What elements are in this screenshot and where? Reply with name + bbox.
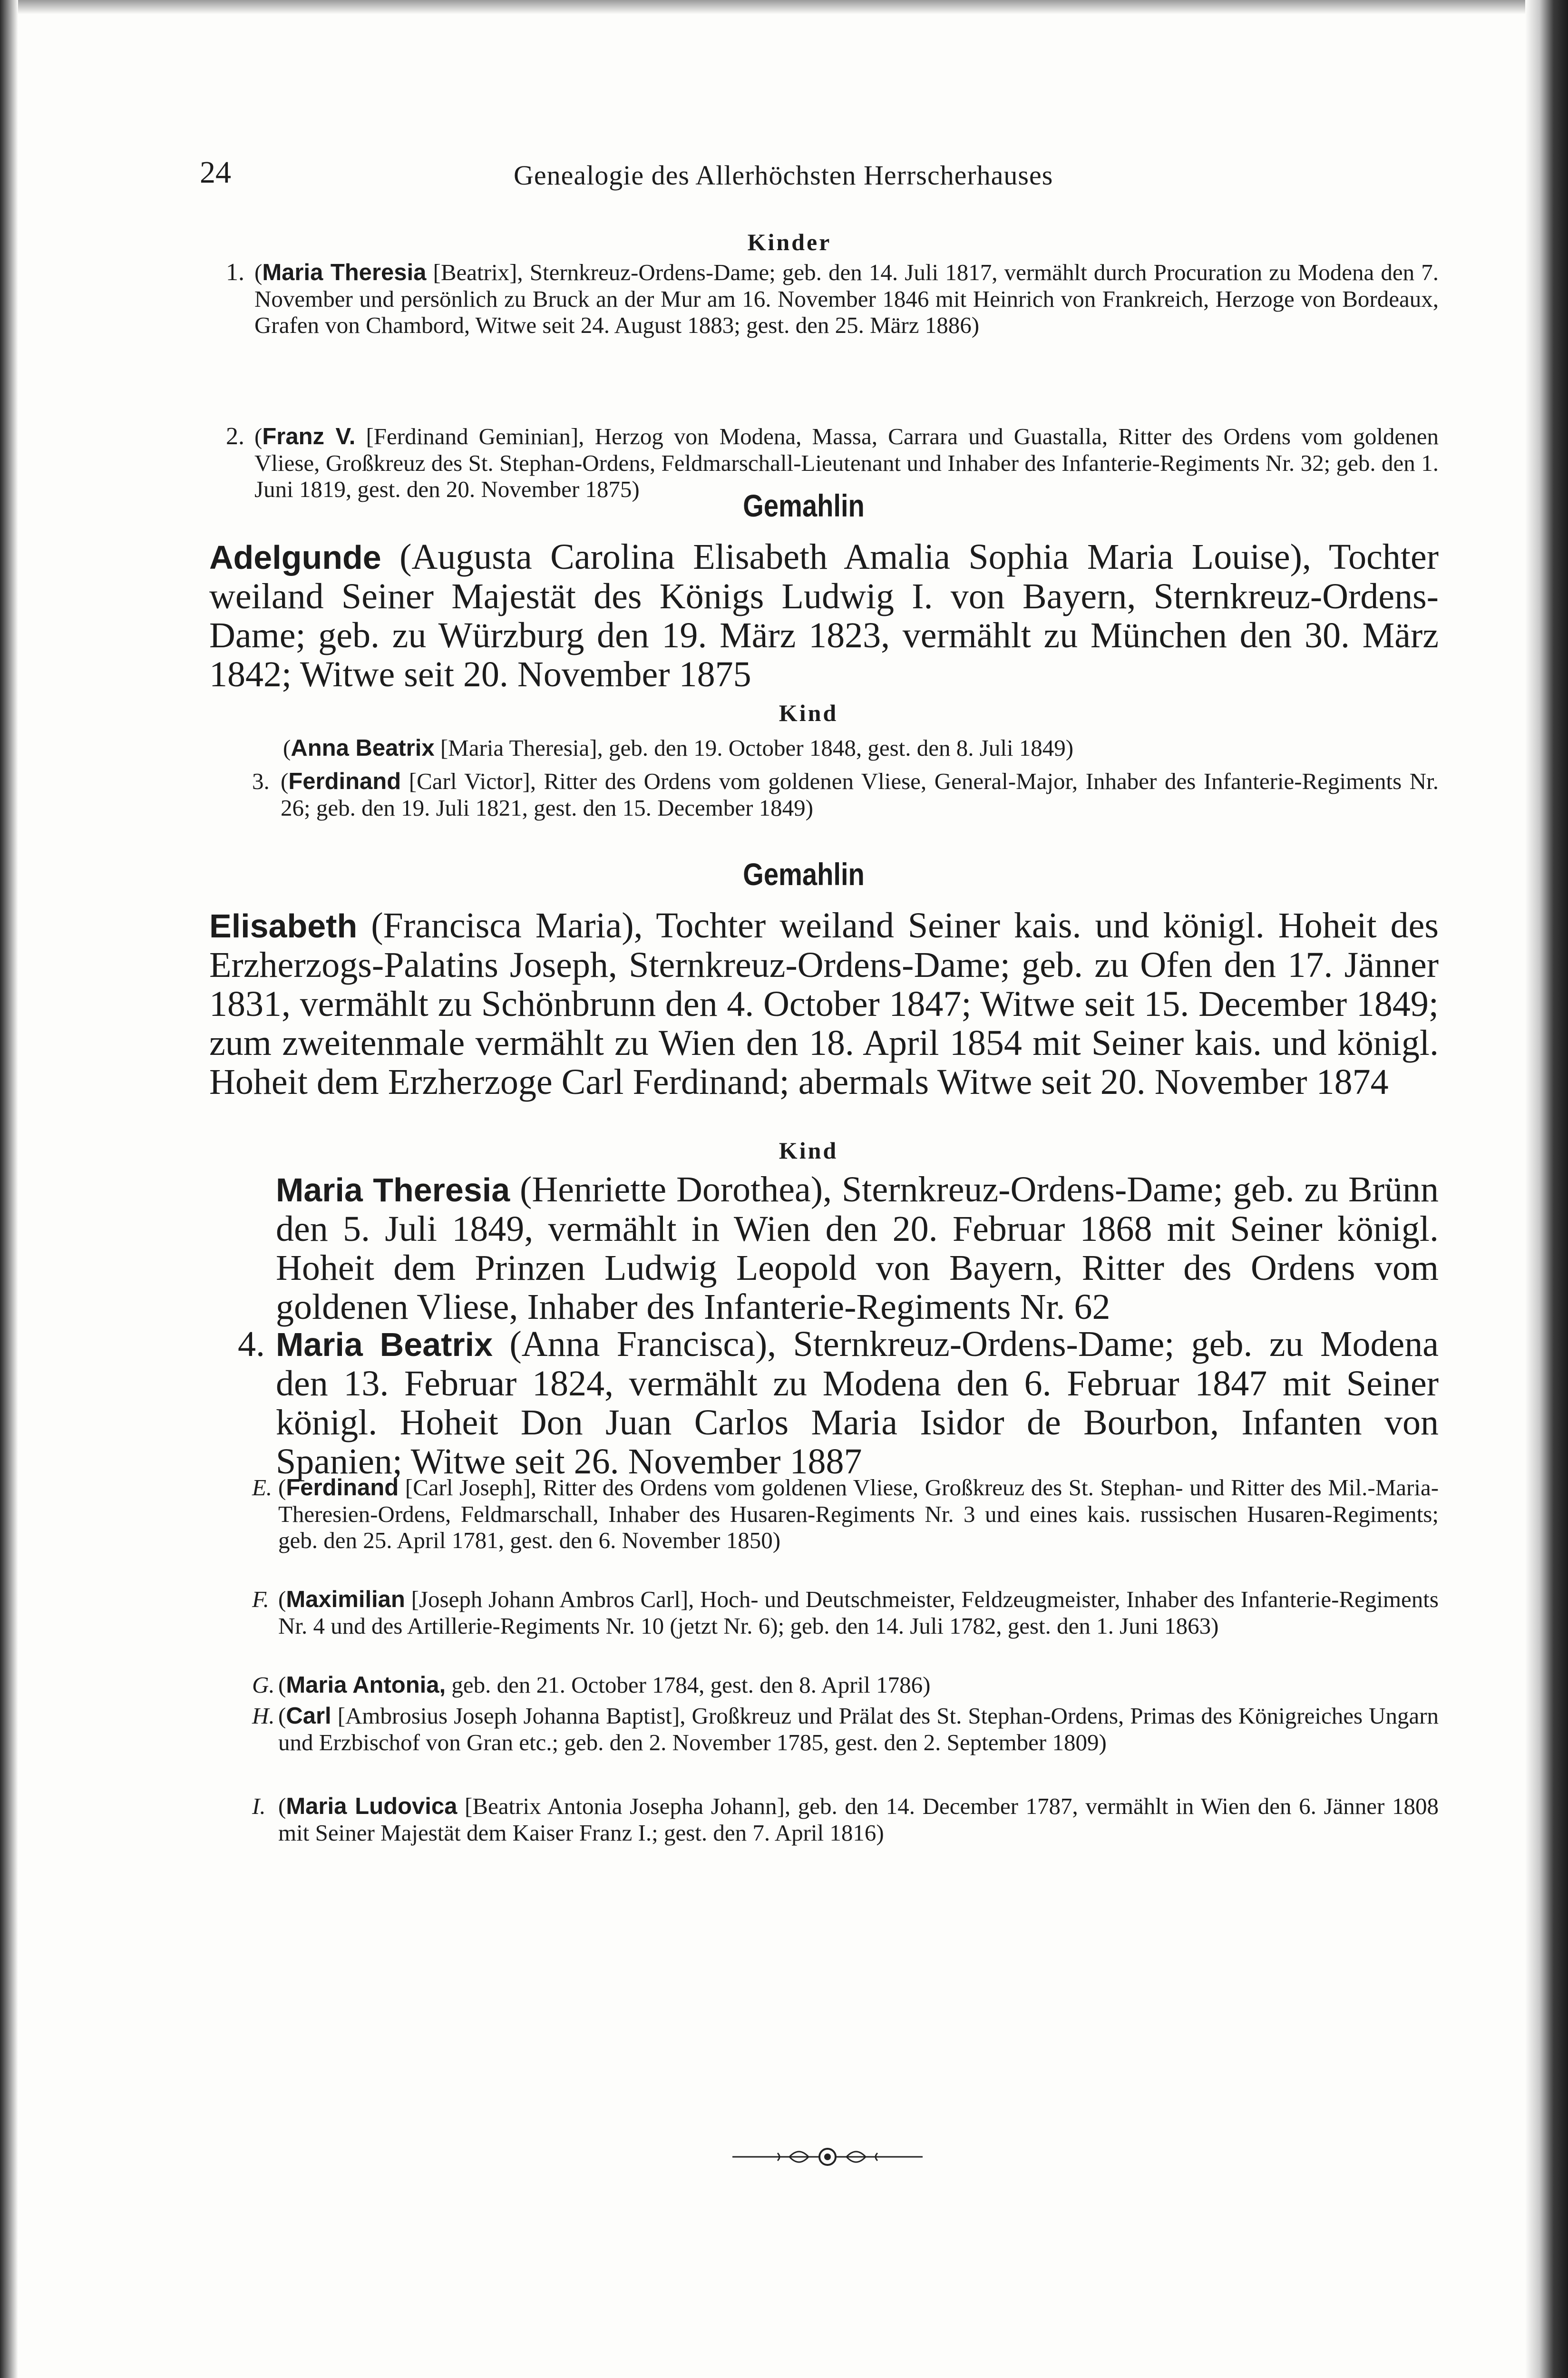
page-header: [200, 155, 1436, 197]
child-1-number: 1.: [226, 259, 244, 286]
ornament-divider: [732, 2143, 923, 2171]
gemahlin-1-entry: [209, 537, 1439, 694]
entry-e-text: [Carl Joseph], Ritter des Ordens vom goldenen Vliese, Großkreuz des St. Stephan- und Ritter des Mil.-Maria-Theresien-Ordens, Feldmarschall, Inhaber des Husaren-Regiments Nr. 3 und eines kais. russischen Husaren-Regiments; geb. den 25. April 1781, gest. den 6. November 1850): [278, 1474, 1439, 1553]
entry-h-letter: H.: [252, 1703, 275, 1729]
scan-edge-left: [0, 0, 18, 2378]
page-number: 24: [200, 155, 231, 190]
entry-g-name: Maria Antonia,: [286, 1672, 446, 1698]
kind-1-text: [Maria Theresia], geb. den 19. October 1848, gest. den 8. Juli 1849): [440, 735, 1074, 761]
entry-i-name: Maria Ludovica: [286, 1793, 458, 1819]
entry-i-text: [Beatrix Antonia Josepha Johann], geb. den 14. December 1787, vermählt in Wien den 6. Jänner 1808 mit Seiner Majestät dem Kaiser Franz I.; gest. den 7. April 1816): [278, 1793, 1439, 1846]
kind-1-name: Anna Beatrix: [291, 735, 435, 761]
entry-f-text: [Joseph Johann Ambros Carl], Hoch- und Deutschmeister, Feldzeugmeister, Inhaber des Infanterie-Regiments Nr. 4 und des Artillerie-Regiments Nr. 10 (jetzt Nr. 6); geb. den 14. Juli 1782, gest. den 1. Juni 1863): [278, 1586, 1439, 1639]
entry-f: (Maximilian [Joseph Johann Ambros Carl], Hoch- und Deutschmeister, Feldzeugmeister, Inhaber des Infanterie-Regiments Nr. 4 und des Artillerie-Regiments Nr. 10 (jetzt Nr. 6); geb. den 14. Juli 1782, gest. den 1. Juni 1863): [278, 1586, 1439, 1639]
scan-edge-top: [0, 0, 1568, 14]
scan-edge-right: [1525, 0, 1568, 2378]
entry-i-letter: I.: [252, 1793, 266, 1819]
child-3-entry: (Ferdinand [Carl Victor], Ritter des Ordens vom goldenen Vliese, General-Major, Inhaber des Infanterie-Regiments Nr. 26; geb. den 19. Juli 1821, gest. den 15. December 1849): [281, 768, 1439, 821]
kind-2-text: (Henriette Dorothea), Sternkreuz-Ordens-Dame; geb. zu Brünn den 5. Juli 1849, vermählt in Wien den 20. Februar 1868 mit Seiner königl. Hoheit dem Prinzen Ludwig Leopold von Bayern, Ritter des Ordens vom goldenen Vliese, Inhaber des Infanterie-Regiments Nr. 62: [276, 1170, 1439, 1327]
gemahlin-1-heading: Gemahlin: [743, 488, 865, 523]
gemahlin-1-name: Adelgunde: [209, 539, 381, 576]
child-4-text: (Anna Francisca), Sternkreuz-Ordens-Dame; geb. zu Modena den 13. Februar 1824, vermählt zu Modena den 6. Februar 1847 mit Seiner königl. Hoheit Don Juan Carlos Maria Isidor de Bourbon, Infanten von Spanien; Witwe seit 26. November 1887: [276, 1324, 1439, 1481]
gemahlin-2-heading: Gemahlin: [743, 857, 865, 892]
kind-2-heading: Kind: [779, 1137, 838, 1164]
child-4-number: 4.: [238, 1324, 265, 1364]
kind-1-entry: (Anna Beatrix [Maria Theresia], geb. den 19. October 1848, gest. den 8. Juli 1849): [283, 735, 1074, 761]
child-1-text: [Beatrix], Sternkreuz-Ordens-Dame; geb. den 14. Juli 1817, vermählt durch Procuration zu Modena den 7. November und persönlich zu Bruck an der Mur am 16. November 1846 mit Heinrich von Frankreich, Herzoge von Bordeaux, Grafen von Chambord, Witwe seit 24. August 1883; gest. den 25. März 1886): [254, 259, 1439, 338]
child-1-name: Maria Theresia: [262, 260, 427, 285]
child-4-name: Maria Beatrix: [276, 1326, 493, 1363]
kind-2-name: Maria Theresia: [276, 1171, 510, 1208]
gemahlin-1-text: (Augusta Carolina Elisabeth Amalia Sophia Maria Louise), Tochter weiland Seiner Majestät des Königs Ludwig I. von Bayern, Sternkreuz-Ordens-Dame; geb. zu Würzburg den 19. März 1823, vermählt zu München den 30. März 1842; Witwe seit 20. November 1875: [209, 537, 1439, 694]
entry-h: (Carl [Ambrosius Joseph Johanna Baptist], Großkreuz und Prälat des St. Stephan-Ordens, Primas des Königreiches Ungarn und Erzbischof von Gran etc.; geb. den 2. November 1785, gest. den 2. September 1809): [278, 1703, 1439, 1755]
child-3-name: Ferdinand: [288, 769, 401, 794]
entry-f-letter: F.: [252, 1586, 269, 1612]
entry-g-letter: G.: [252, 1672, 275, 1698]
entry-h-text: [Ambrosius Joseph Johanna Baptist], Großkreuz und Prälat des St. Stephan-Ordens, Primas des Königreiches Ungarn und Erzbischof von Gran etc.; geb. den 2. November 1785, gest. den 2. September 1809): [278, 1703, 1439, 1755]
kind-1-heading: Kind: [779, 700, 838, 726]
kind-2-entry: [276, 1170, 1439, 1326]
child-3-text: [Carl Victor], Ritter des Ordens vom goldenen Vliese, General-Major, Inhaber des Infanterie-Regiments Nr. 26; geb. den 19. Juli 1821, gest. den 15. December 1849): [281, 768, 1439, 821]
gemahlin-2-text: (Francisca Maria), Tochter weiland Seiner kais. und königl. Hoheit des Erzherzogs-Palatins Joseph, Sternkreuz-Ordens-Dame; geb. zu Ofen den 17. Jänner 1831, vermählt zu Schönbrunn den 4. October 1847; Witwe seit 15. December 1849; zum zweitenmale vermählt zu Wien den 18. April 1854 mit Seiner kais. und königl. Hoheit dem Erzherzoge Carl Ferdinand; abermals Witwe seit 20. November 1874: [209, 906, 1439, 1102]
kinder-heading: Kinder: [747, 229, 832, 255]
child-2-text: [Ferdinand Geminian], Herzog von Modena, Massa, Carrara und Guastalla, Ritter des Ordens vom goldenen Vliese, Großkreuz des St. Stephan-Ordens, Feldmarschall-Lieutenant und Inhaber des Infanterie-Regiments Nr. 32; geb. den 1. Juni 1819, gest. den 20. November 1875): [254, 423, 1439, 502]
child-2-entry: (Franz V. [Ferdinand Geminian], Herzog von Modena, Massa, Carrara und Guastalla, Ritter des Ordens vom goldenen Vliese, Großkreuz des St. Stephan-Ordens, Feldmarschall-Lieutenant und Inhaber des Infanterie-Regiments Nr. 32; geb. den 1. Juni 1819, gest. den 20. November 1875): [254, 423, 1439, 502]
entry-e-name: Ferdinand: [286, 1475, 399, 1501]
entry-e-letter: E.: [252, 1474, 273, 1501]
gemahlin-2-entry: [209, 906, 1439, 1101]
entry-g: (Maria Antonia, geb. den 21. October 1784, gest. den 8. April 1786): [278, 1672, 931, 1698]
child-2-name: Franz V.: [262, 424, 356, 449]
entry-f-name: Maximilian: [286, 1587, 405, 1612]
entry-g-text: geb. den 21. October 1784, gest. den 8. April 1786): [451, 1672, 931, 1698]
entry-i: (Maria Ludovica [Beatrix Antonia Josepha Johann], geb. den 14. December 1787, vermählt in Wien den 6. Jänner 1808 mit Seiner Majestät dem Kaiser Franz I.; gest. den 7. April 1816): [278, 1793, 1439, 1846]
child-1-entry: (Maria Theresia [Beatrix], Sternkreuz-Ordens-Dame; geb. den 14. Juli 1817, vermählt durch Procuration zu Modena den 7. November und persönlich zu Bruck an der Mur am 16. November 1846 mit Heinrich von Frankreich, Herzoge von Bordeaux, Grafen von Chambord, Witwe seit 24. August 1883; gest. den 25. März 1886): [254, 259, 1439, 338]
running-title: Genealogie des Allerhöchsten Herrscherhauses: [514, 160, 1053, 191]
entry-e: (Ferdinand [Carl Joseph], Ritter des Ordens vom goldenen Vliese, Großkreuz des St. Stephan- und Ritter des Mil.-Maria-Theresien-Ordens, Feldmarschall, Inhaber des Husaren-Regiments Nr. 3 und eines kais. russischen Husaren-Regiments; geb. den 25. April 1781, gest. den 6. November 1850): [278, 1474, 1439, 1553]
child-2-number: 2.: [226, 423, 244, 450]
entry-h-name: Carl: [286, 1703, 331, 1729]
child-3-number: 3.: [252, 768, 270, 794]
child-4-entry: [276, 1325, 1439, 1481]
gemahlin-2-name: Elisabeth: [209, 907, 358, 945]
